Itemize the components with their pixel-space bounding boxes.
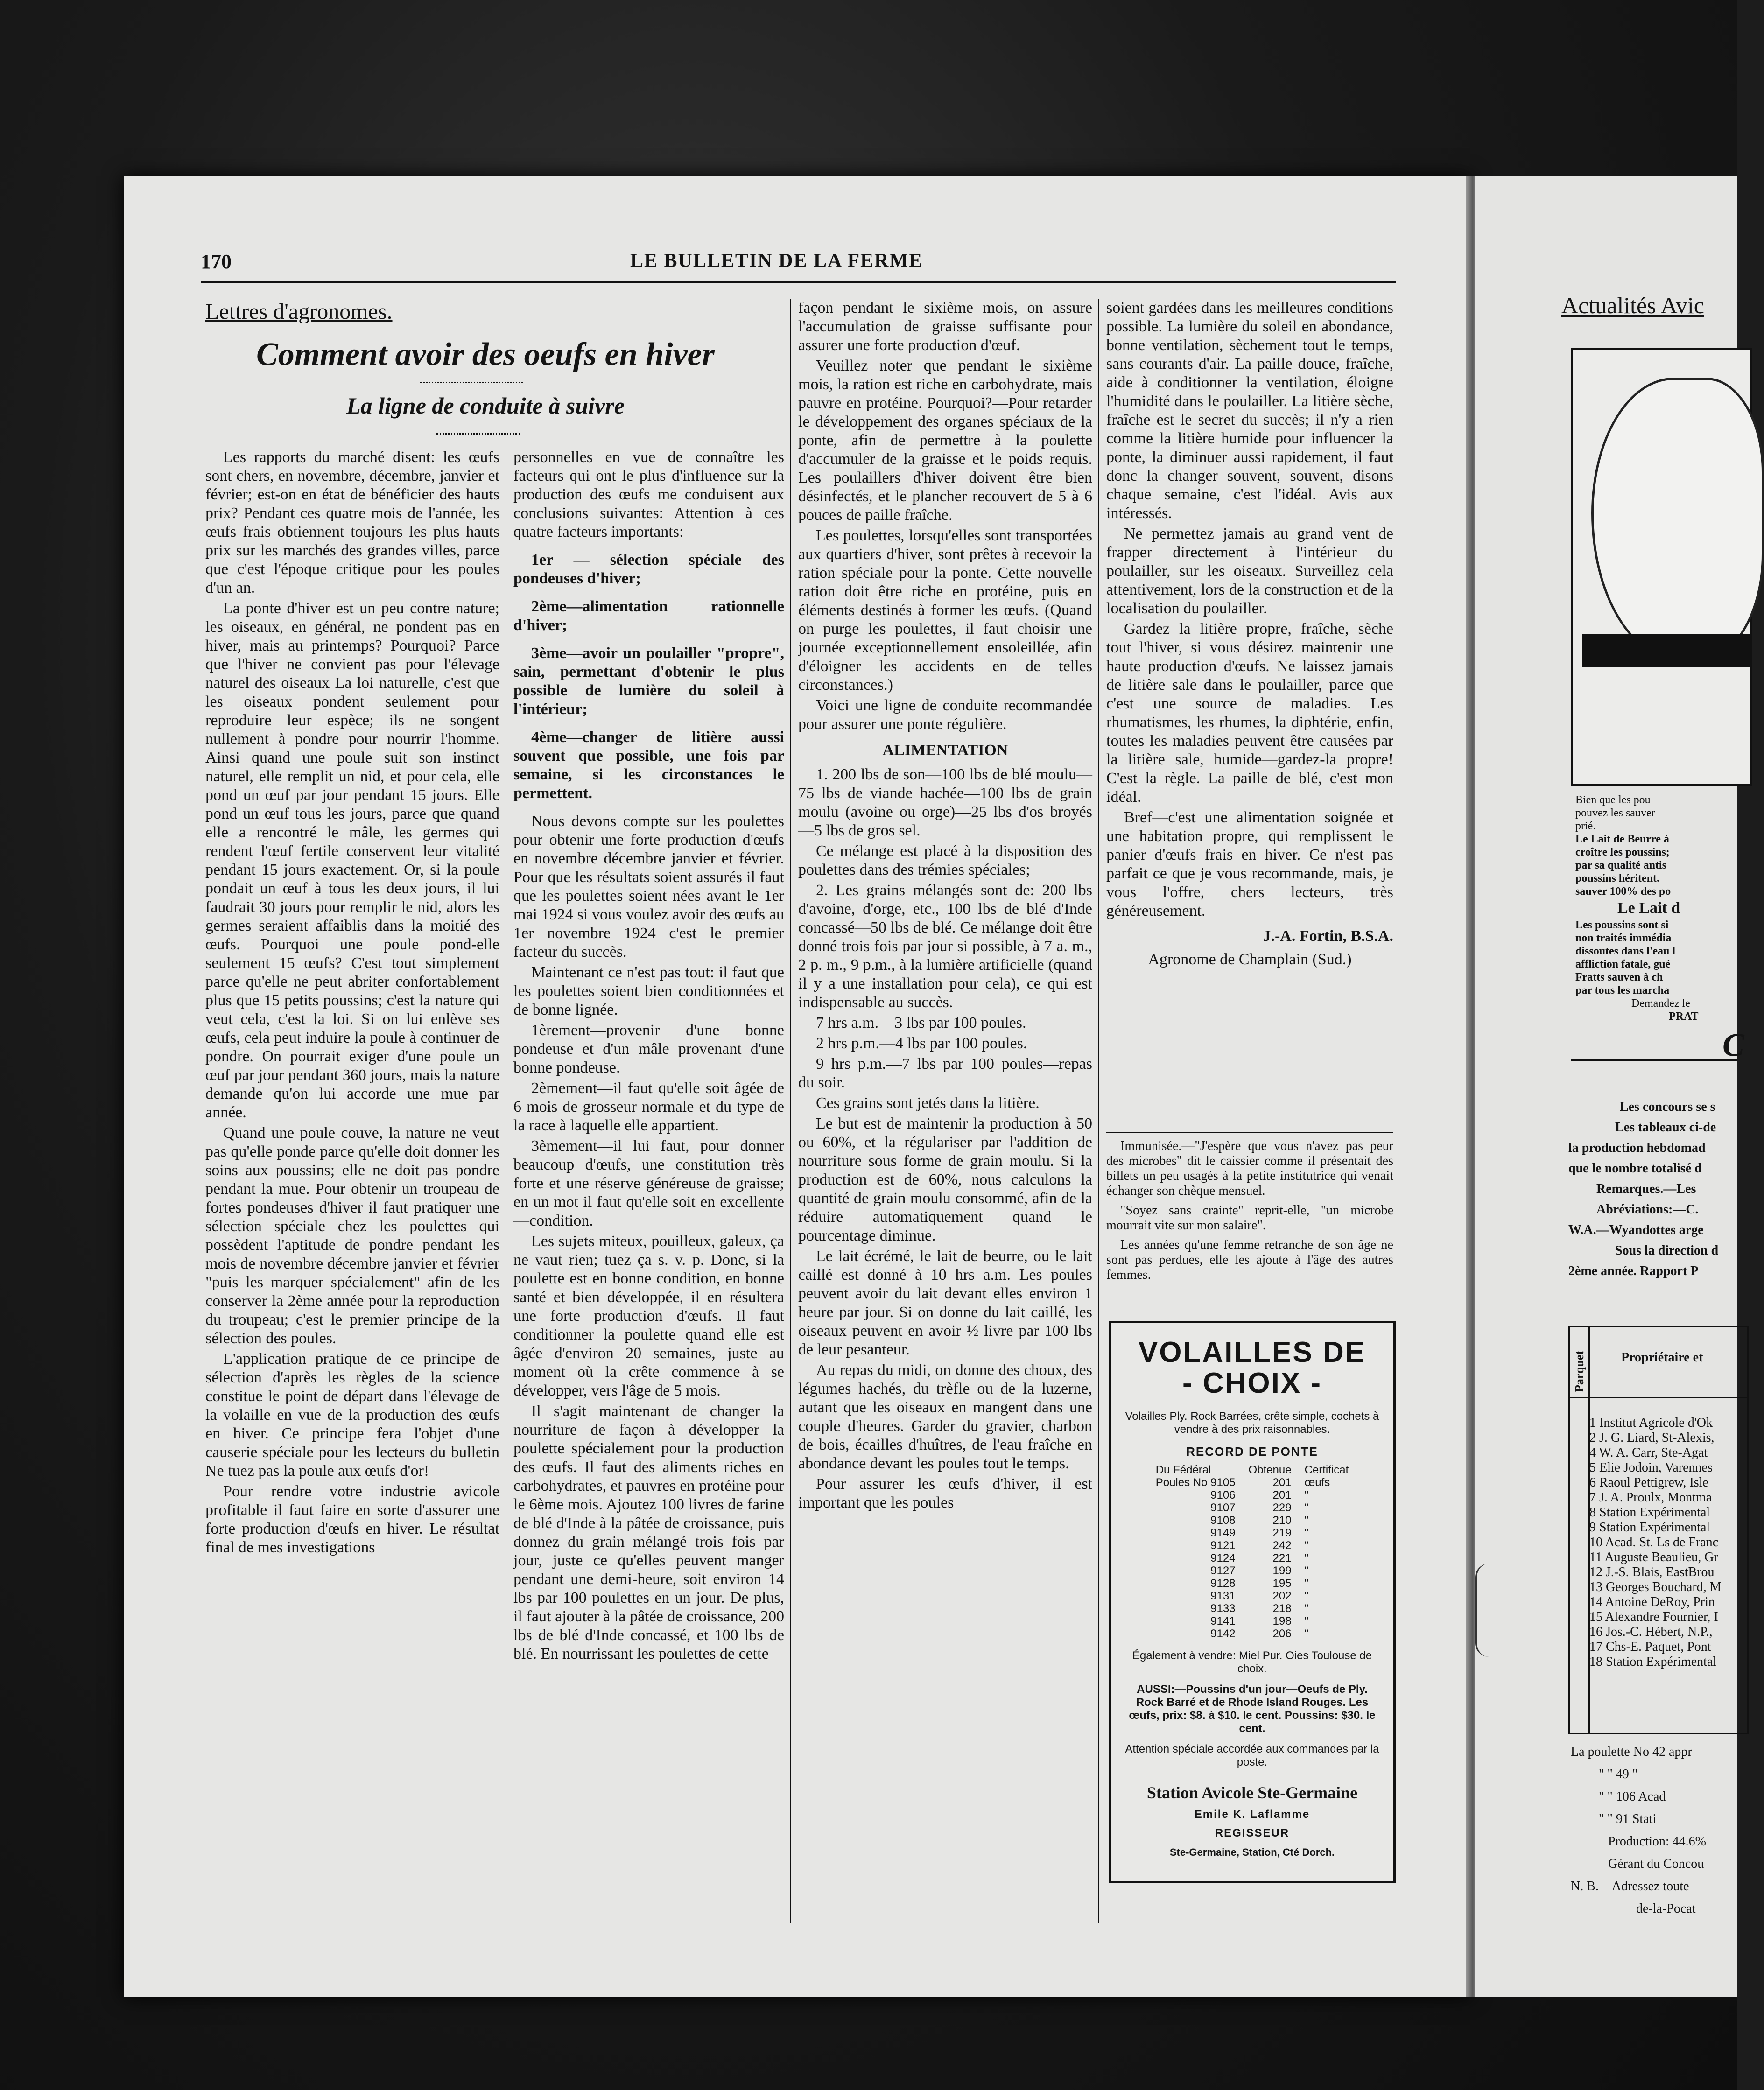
factor-2: 2ème—alimentation rationnelle d'hiver; — [513, 598, 784, 634]
title-ornament — [420, 377, 523, 383]
certificate: " — [1304, 1627, 1309, 1640]
hen-number: 9133 — [1210, 1602, 1236, 1615]
table-row — [1149, 1602, 1356, 1615]
footer-line: " " 106 Acad — [1599, 1789, 1666, 1804]
caption-line: pouvez les sauver — [1575, 807, 1655, 819]
table-row — [1149, 1476, 1356, 1489]
table-row: 17 Chs-E. Paquet, Pont — [1589, 1640, 1711, 1654]
table-header-rule — [1570, 1397, 1747, 1398]
egg-count: 199 — [1272, 1564, 1292, 1577]
caption-line: Les poussins sont si — [1575, 919, 1669, 931]
hen-illustration — [1571, 348, 1752, 786]
station-name: Station Avicole Ste-Germaine — [1146, 1783, 1358, 1802]
factor-4: 4ème—changer de litière aussi souvent que possible, une fois par semaine, si les circonstances le permettent. — [513, 729, 784, 802]
article-column-4 — [1106, 299, 1393, 971]
table-row: 4 W. A. Carr, Ste-Agat — [1589, 1445, 1708, 1460]
text-line: Remarques.—Les — [1596, 1182, 1696, 1196]
hen-number: 9107 — [1210, 1501, 1236, 1514]
egg-count: 221 — [1272, 1552, 1292, 1564]
signature: J.-A. Fortin, B.S.A. — [1263, 927, 1393, 945]
page-header — [201, 250, 1396, 278]
ad-headline-2: - CHOIX - — [1182, 1367, 1322, 1399]
contest-intro — [1568, 1097, 1746, 1282]
article-subtitle: La ligne de conduite à suivre — [346, 393, 625, 419]
paragraph: Ne permettez jamais au grand vent de frapper directement à l'intérieur du poulailler, sur les oiseaux. Surveillez cela attentivement, lors de la construction et de la localisation du poulailler. — [1106, 525, 1393, 617]
egg-count: 242 — [1272, 1539, 1292, 1552]
ad-headline: VOLAILLES DE — [1138, 1336, 1366, 1368]
filler-rule — [1106, 1132, 1393, 1133]
filler-joke: Immunisée.—"J'espère que vous n'avez pas peur des microbes" dit le caissier comme il présentait des billets un peu usagés à la petite institutrice qui venait échanger son chèque mensuel. — [1106, 1139, 1393, 1198]
hen-drawing-icon — [1591, 378, 1764, 662]
illustration-caption — [1575, 793, 1739, 1023]
egg-count: 195 — [1272, 1577, 1292, 1590]
paragraph: Voici une ligne de conduite recommandée pour assurer une ponte régulière. — [798, 697, 1092, 733]
paragraph: Les rapports du marché disent: les œufs sont chers, en novembre, décembre, janvier et février; est-on en état de bénéficier des hauts prix? Pendant ces quatre mois de l'année, les œufs frais obtiennent toujours les plus hauts prix sur les marchés des grandes villes, parce que c'est l'époque critique pour les poules d'un an. — [205, 449, 499, 596]
column-header: Parquet — [1573, 1350, 1586, 1392]
caption-line: Le Lait d — [1617, 899, 1680, 917]
certificate: " — [1304, 1514, 1309, 1527]
table-row — [1149, 1615, 1356, 1627]
table-row — [1149, 1501, 1356, 1514]
column-header: Certificat — [1304, 1464, 1349, 1476]
caption-line: prié. — [1575, 820, 1596, 832]
hen-number: 9108 — [1210, 1514, 1236, 1527]
caption-line: Fratts sauven à ch — [1575, 971, 1663, 983]
paragraph: Veuillez noter que pendant le sixième mois, la ration est riche en carbohydrate, mais pauvre en protéine. Pourquoi?—Pour retarder le développement des organes spéciaux de la ponte, afin de permettre à la poulette d'accumuler de la graisse et le poids requis. Les poulaillers d'hiver doivent être bien désinfectés, et le plancher recouvert de 5 à 6 pouces de paille fraîche. — [798, 357, 1092, 524]
caption-line: PRAT — [1669, 1010, 1699, 1023]
paragraph: Au repas du midi, on donne des choux, des légumes hachés, du trèfle ou de la luzerne, autant que les oiseaux en mangent dans une couple d'heures. Garder du gravier, charbon de bois, écailles d'huîtres, de l'eau fraîche en abondance devant les poules tout le temps. — [798, 1361, 1092, 1472]
poultry-advertisement — [1109, 1321, 1396, 1883]
paragraph: 1èrement—provenir d'une bonne pondeuse et d'un mâle provenant d'une bonne pondeuse. — [513, 1022, 784, 1076]
table-row: 5 Elie Jodoin, Varennes — [1589, 1460, 1713, 1475]
table-row: 7 J. A. Proulx, Montma — [1589, 1490, 1712, 1505]
paragraph: Ces grains sont jetés dans la litière. — [816, 1094, 1040, 1112]
header-rule — [201, 281, 1396, 283]
egg-count: 218 — [1272, 1602, 1292, 1615]
running-title: LE BULLETIN DE LA FERME — [630, 250, 923, 272]
paragraph: Le but est de maintenir la production à 50 ou 60%, et la régulariser par l'addition de nourriture sous forme de grain moulu. Si la production est de 60%, nous calculons la quantité de grain moulu consommé, afin de la réduire automatiquement quand le pourcentage diminue. — [798, 1115, 1092, 1244]
right-page-rule — [1571, 1059, 1737, 1061]
hen-number: 9127 — [1210, 1564, 1236, 1577]
paragraph: Nous devons compte sur les poulettes pour obtenir une forte production d'œufs en novembre décembre janvier et février. Pour que les résultats soient assurés il faut que les poulettes soient nées avant le 1er mai 1924 si vous voulez avoir des œufs au 1er novembre 1924 c'est le premier facteur du succès. — [513, 813, 784, 961]
filler-joke-reply: "Soyez sans crainte" reprit-elle, "un microbe mourrait vite sur mon salaire". — [1106, 1203, 1393, 1233]
table-row: 1 Institut Agricole d'Ok — [1589, 1416, 1713, 1430]
ad-also: Également à vendre: Miel Pur. Oies Toulouse de choix. — [1132, 1649, 1372, 1675]
footer-line: de-la-Pocat — [1636, 1901, 1696, 1916]
table-row — [1149, 1489, 1356, 1501]
factor-3: 3ème—avoir un poulailler "propre", sain, permettant d'obtenir le plus possible de lumière du soleil à l'intérieur; — [513, 645, 784, 718]
paragraph: L'application pratique de ce principe de sélection d'après les règles de la science constitue le point de départ dans l'élevage de la volaille en vue de la production des œufs en hiver. Ce principe fera l'objet d'une causerie spéciale pour les lecteurs du bulletin Ne tuez pas la poule aux œufs d'or! — [205, 1350, 499, 1480]
paragraph: façon pendant le sixième mois, on assure l'accumulation de graisse suffisante pour assurer une forte production d'œuf. — [798, 299, 1092, 354]
certificate: " — [1304, 1539, 1309, 1552]
paragraph: Les poulettes, lorsqu'elles sont transportées aux quartiers d'hiver, sont prêtes à recevoir la ration spéciale pour la ponte. Cette nouvelle ration doit être riche en protéine, puis en éléments destinés à former les œufs. (Quand on purge les poulettes, il faut choisir une journée exceptionnellement ensoleillée, afin d'éloigner les accidents en de telles circonstances.) — [798, 527, 1092, 694]
paragraph: Les sujets miteux, pouilleux, galeux, ça ne vaut rien; tuez ça s. v. p. Donc, si la poulette est en bonne condition, en bonne santé et bien développée, il en résultera une forte production d'œufs. Il faut conditionner la poulette quand elle est âgée d'environ 20 semaines, juste au moment où la crête commence à se développer, vers l'âge de 5 mois. — [513, 1233, 784, 1399]
egg-count: 198 — [1272, 1615, 1292, 1627]
manager-name: Emile K. Laflamme — [1194, 1808, 1310, 1821]
text-line: W.A.—Wyandottes arge — [1568, 1223, 1704, 1237]
signature-title: Agronome de Champlain (Sud.) — [1148, 951, 1352, 968]
certificate: " — [1304, 1615, 1309, 1627]
hen-number: 9149 — [1210, 1527, 1236, 1539]
certificate: œufs — [1304, 1476, 1330, 1489]
table-row — [1149, 1590, 1356, 1602]
egg-count: 201 — [1272, 1476, 1292, 1489]
laying-record-table — [1149, 1464, 1356, 1640]
text-line: Les concours se s — [1620, 1100, 1715, 1114]
hen-number: 9121 — [1210, 1539, 1236, 1552]
ad-attention: Attention spéciale accordée aux commandes par la poste. — [1125, 1743, 1379, 1768]
ad-intro: Volailles Ply. Rock Barrées, crête simple, cochets à vendre à des prix raisonnables. — [1125, 1410, 1379, 1436]
egg-count: 219 — [1272, 1527, 1292, 1539]
paragraph: Il s'agit maintenant de changer la nourriture de façon à développer la poulette spécialement pour la production des œufs. Il faut des aliments riches en carbohydrates, et pauvres en protéine pour le 6ème mois. Ajoutez 100 livres de farine de blé d'Inde à la pâtée de croissance, puis donnez du grain mélangé trois fois par jour, juste ce qu'elles peuvent manger pendant une demi-heure, soit environ 14 lbs par 100 poulettes en un jour. De plus, il faut ajouter à la pâtée de croissance, 200 lbs de blé d'Inde concassé, et 100 lbs de blé. En nourrissant les poulettes de cette — [513, 1403, 784, 1662]
paragraph: Quand une poule couve, la nature ne veut pas qu'elle ponde parce qu'elle doit donner les soins aux poussins; elle ne doit pas pondre pendant la mue. Pour obtenir un troupeau de fortes pondeuses d'hiver il faut pratiquer une sélection spéciale chez les poulettes qui possèdent l'aptitude de pondre pendant les mois de novembre décembre janvier et février "puis les marquer spécialement" afin de les conserver la 2ème année pour la reproduction du troupeau; c'est le premier principe de la sélection des poules. — [205, 1124, 499, 1347]
caption-line: croître les poussins; — [1575, 846, 1670, 858]
footer-line: Gérant du Concou — [1608, 1857, 1704, 1871]
table-row: 8 Station Expérimental — [1589, 1505, 1710, 1520]
table-header-row — [1149, 1464, 1356, 1476]
table-row — [1149, 1627, 1356, 1640]
table-row: 6 Raoul Pettigrew, Isle — [1589, 1475, 1708, 1490]
table-row: 9 Station Expérimental — [1589, 1520, 1710, 1535]
paragraph: Ce mélange est placé à la disposition des poulettes dans des trémies spéciales; — [798, 842, 1092, 878]
column-rule-2 — [790, 299, 791, 1923]
certificate: " — [1304, 1590, 1309, 1602]
paragraph: personnelles en vue de connaître les facteurs qui ont le plus d'influence sur la production des œufs me conduisent aux conclusions suivantes: Attention à ces quatre facteurs importants: — [513, 449, 784, 540]
certificate: " — [1304, 1577, 1309, 1590]
paragraph: 1. 200 lbs de son—100 lbs de blé moulu—75 lbs de viande hachée—100 lbs de grain moulu (avoine ou orge)—25 lbs d'os broyés—5 lbs de gros sel. — [798, 766, 1092, 839]
certificate: " — [1304, 1501, 1309, 1514]
manager-title: REGISSEUR — [1215, 1827, 1290, 1839]
footer-line: " " 49 " — [1599, 1767, 1638, 1781]
article-title: Comment avoir des oeufs en hiver — [256, 337, 715, 372]
footer-line: Production: 44.6% — [1608, 1834, 1706, 1849]
contest-table — [1568, 1326, 1749, 1734]
paragraph: Pour assurer les œufs d'hiver, il est important que les poules — [798, 1475, 1092, 1511]
table-row — [1149, 1539, 1356, 1552]
paragraph: Bref—c'est une alimentation soignée et une habitation propre, qui remplissent le panier d'œufs frais en hiver. Ce n'est pas parfait ce que je vous recommande, mais, je vous l'offre, chers lecteurs, très généreusement. — [1106, 809, 1393, 919]
certificate: " — [1304, 1527, 1309, 1539]
egg-count: 229 — [1272, 1501, 1292, 1514]
caption-line: Bien que les pou — [1575, 794, 1651, 806]
caption-line: par sa qualité antis — [1575, 859, 1666, 871]
table-row — [1149, 1527, 1356, 1539]
subtitle-ornament — [436, 428, 520, 435]
table-row — [1149, 1552, 1356, 1564]
table-row: 2 J. G. Liard, St-Alexis, — [1589, 1431, 1715, 1445]
hen-number: 9141 — [1210, 1615, 1236, 1627]
contest-footer — [1571, 1741, 1739, 1920]
table-row: 13 Georges Bouchard, M — [1589, 1580, 1722, 1594]
paragraph: 2èmement—il faut qu'elle soit âgée de 6 mois de grosseur normale et du type de la race à laquelle elle appartient. — [513, 1080, 784, 1134]
footer-line: La poulette No 42 appr — [1571, 1745, 1692, 1759]
text-line: 2ème année. Rapport P — [1568, 1264, 1699, 1278]
footer-line: " " 91 Stati — [1599, 1812, 1657, 1826]
egg-count: 210 — [1272, 1514, 1292, 1527]
ground-shadow — [1582, 634, 1750, 667]
table-row: 11 Auguste Beaulieu, Gr — [1589, 1550, 1718, 1564]
hen-number: 9131 — [1210, 1590, 1236, 1602]
right-page-title: Actualités Avic — [1561, 292, 1704, 318]
paragraph: Le lait écrémé, le lait de beurre, ou le lait caillé est donné à 10 hrs a.m. Les poules peuvent avoir du lait devant elles environ 1 heure par jour. Si on donne du lait caillé, les oiseaux peuvent en avoir ½ livre par 100 lbs de leur pesanteur. — [798, 1248, 1092, 1358]
section-label: Lettres d'agronomes. — [205, 299, 393, 324]
pen-mark — [1475, 1564, 1505, 1657]
hen-number: 9128 — [1210, 1577, 1236, 1590]
column-header: Propriétaire et — [1621, 1350, 1703, 1365]
paragraph: 3èmement—il lui faut, pour donner beaucoup d'œufs, une constitution très forte et une réserve généreuse de graisse; en un mot il faut qu'elle soit en excellente—condition. — [513, 1137, 784, 1229]
page-number: 170 — [201, 250, 232, 273]
column-header: Du Fédéral — [1155, 1464, 1211, 1476]
paragraph: Gardez la litière propre, fraîche, sèche tout l'hiver, si vous désirez maintenir une haute production d'œufs. Ne laissez jamais de litière sale dans le poulailler, parce que c'est une source de maladies. Les rhumatismes, les rhumes, la diphtérie, enfin, toutes les maladies peuvent être causées par la litière sale, humide—gardez-la propre! C'est la règle. La paille de blé, c'est mon idéal. — [1106, 620, 1393, 806]
paragraph: 2. Les grains mélangés sont de: 200 lbs d'avoine, d'orge, etc., 100 lbs de blé d'Inde concassé—50 lbs de blé. Ce mélange doit être donné trois fois par jour si possible, à 7 a. m., 2 p. m., 9 p.m., à la lumière artificielle (quand il y a une installation pour cela), ce qui est indispensable au succès. — [798, 882, 1092, 1011]
section-initial: C — [1722, 1027, 1744, 1063]
caption-line: non traités immédia — [1575, 932, 1672, 944]
paragraph: soient gardées dans les meilleures conditions possible. La lumière du soleil en abondance, bonne ventilation, sèchement tout le temps, sans courants d'air. La paille douce, fraîche, aide à conditionner la ventilation, éloigne l'humidité dans le poulailler. La litière sèche, fraîche est le secret du succès; il n'y a rien comme la litière humide pour influencer la ponte, la diminuer aussi rapidement, il faut donc la changer souvent, souvent, disons chaque semaine, c'est l'idéal. Avis aux intéressés. — [1106, 299, 1393, 522]
egg-count: 206 — [1272, 1627, 1292, 1640]
record-title: RECORD DE PONTE — [1186, 1445, 1318, 1459]
hen-number: 9106 — [1210, 1489, 1236, 1501]
article-column-1 — [205, 448, 499, 1559]
certificate: " — [1304, 1564, 1309, 1577]
egg-count: 201 — [1272, 1489, 1292, 1501]
egg-count: 202 — [1272, 1590, 1292, 1602]
caption-line: Le Lait de Beurre à — [1575, 833, 1669, 845]
station-address: Ste-Germaine, Station, Cté Dorch. — [1169, 1846, 1335, 1858]
column-rule-3 — [1098, 299, 1099, 1923]
caption-line: poussins héritent. — [1575, 872, 1660, 884]
column-header: Obtenue — [1248, 1464, 1292, 1476]
factor-1: 1er — sélection spéciale des pondeuses d'hiver; — [513, 551, 784, 587]
caption-line: par tous les marcha — [1575, 984, 1670, 996]
caption-line: affliction fatale, gué — [1575, 958, 1671, 970]
table-row: 16 Jos.-C. Hébert, N.P., — [1589, 1625, 1713, 1639]
text-line: que le nombre totalisé d — [1568, 1161, 1702, 1176]
paragraph: La ponte d'hiver est un peu contre nature; les oiseaux, en général, ne pondent pas en hiver, mais au printemps? Pourquoi? Parce que l'hiver ne convient pas pour l'élevage naturel des oiseaux La loi naturelle, c'est que les oiseaux pondent seulement pour reproduire leur espèce; ils ne songent nullement à pondre pour nourrir l'homme. Ainsi quand une poule suit son instinct naturel, elle remplit un nid, et pour cela, elle pond un œuf par jour pendant 15 jours. Elle pond un œuf tous les jours, parce que quand elle a rencontré le mâle, les germes qui rendent l'œuf fertile conservent leur vitalité pendant 15 jours exactement. Or, si la poule pondait un œuf à tous les deux jours, il lui faudrait 30 jours pour remplir le nid, alors les germes seraient affaiblis dans la moitié des œufs. Pourquoi une poule pond-elle seulement 15 œufs? C'est tout simplement parce qu'elle ne peut abriter confortablement plus que 15 petits poussins; c'est la nature qui veut cela, c'est la loi. Si on lui enlève ses œufs, cela peut induire la poule à continuer de pondre. On pourrait exiger d'une poule un œuf par jour pendant 360 jours, mais la nature demande qu'on lui accorde une mue par année. — [205, 600, 499, 1121]
table-row: 14 Antoine DeRoy, Prin — [1589, 1595, 1715, 1609]
paragraph: 2 hrs p.m.—4 lbs par 100 poules. — [816, 1035, 1027, 1052]
filler-notes — [1106, 1139, 1393, 1287]
ad-aussi: AUSSI:—Poussins d'un jour—Oeufs de Ply. Rock Barré et de Rhode Island Rouges. Les œufs, prix: $8. à $10. le cent. Poussins: $30. le cent. — [1129, 1683, 1376, 1735]
filler-quip: Les années qu'une femme retranche de son âge ne sont pas perdues, elle les ajoute à l'âge des autres femmes. — [1106, 1238, 1393, 1282]
caption-line: sauver 100% des po — [1575, 885, 1671, 898]
footer-line: N. B.—Adressez toute — [1571, 1879, 1689, 1894]
table-row: 12 J.-S. Blais, EastBrou — [1589, 1565, 1715, 1579]
paragraph: 7 hrs a.m.—3 lbs par 100 poules. — [816, 1014, 1026, 1031]
certificate: " — [1304, 1552, 1309, 1564]
table-row: 10 Acad. St. Ls de Franc — [1589, 1535, 1719, 1550]
text-line: Sous la direction d — [1615, 1243, 1719, 1258]
article-column-3 — [798, 299, 1092, 1514]
hen-number: 9124 — [1210, 1552, 1236, 1564]
alimentation-heading: ALIMENTATION — [882, 742, 1008, 759]
text-line: la production hebdomad — [1568, 1141, 1706, 1155]
paragraph: Pour rendre votre industrie avicole profitable il faut faire en sorte d'assurer une forte production d'œufs en hiver. Le résultat final de mes investigations — [205, 1483, 499, 1556]
caption-line: dissoutes dans l'eau l — [1575, 945, 1676, 957]
certificate: " — [1304, 1489, 1309, 1501]
hen-number: 9105 — [1210, 1476, 1236, 1489]
text-line: Abréviations:—C. — [1596, 1202, 1699, 1217]
caption-line: Demandez le — [1631, 997, 1690, 1010]
row-prefix: Poules No — [1155, 1476, 1208, 1489]
text-line: Les tableaux ci-de — [1615, 1120, 1716, 1135]
table-row — [1149, 1514, 1356, 1527]
article-column-2 — [513, 448, 784, 1665]
hen-number: 9142 — [1210, 1627, 1236, 1640]
table-row — [1149, 1564, 1356, 1577]
certificate: " — [1304, 1602, 1309, 1615]
paragraph: Maintenant ce n'est pas tout: il faut que les poulettes soient bien conditionnées et de bonne lignée. — [513, 964, 784, 1018]
table-row — [1149, 1577, 1356, 1590]
paragraph: 9 hrs p.m.—7 lbs par 100 poules—repas du soir. — [798, 1055, 1092, 1091]
table-row: 18 Station Expérimental — [1589, 1655, 1717, 1669]
table-body — [1584, 1416, 1722, 1669]
table-row: 15 Alexandre Fournier, I — [1589, 1610, 1718, 1624]
